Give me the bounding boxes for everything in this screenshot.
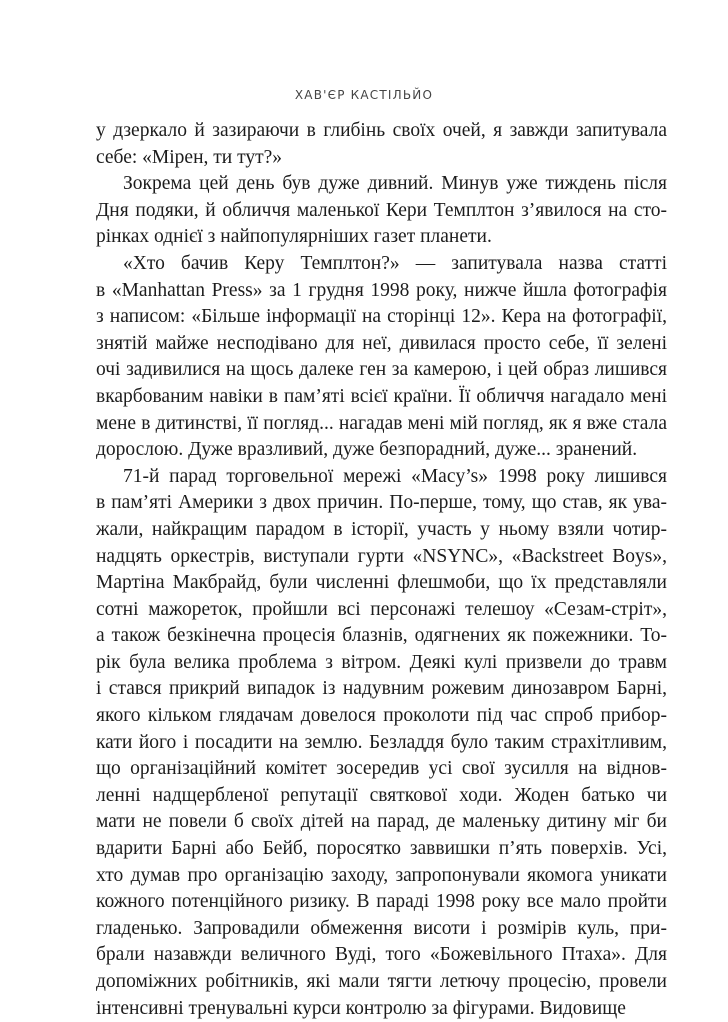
paragraph <box>96 118 667 171</box>
text-line: кати його і посадити на землю. Безладдя було таким страхітливим, <box>96 731 667 753</box>
text-line: в «Manhattan Press» за 1 грудня 1998 року, нижче йшла фотографія <box>96 279 667 301</box>
text-line: вдарити Барні або Бейб, поросятко заввишки п’ять поверхів. Усі, <box>96 838 667 860</box>
text-line: з написом: «Більше інформації на сторінці 12». Кера на фотографії, <box>96 306 667 328</box>
text-line: вкарбованим навіки в пам’яті всієї країни. Її обличчя нагадало мені <box>96 385 667 407</box>
text-line: в пам’яті Америки з двох причин. По-перше, тому, що став, як ува- <box>96 492 667 514</box>
text-line: рінках однієї з найпопулярніших газет планети. <box>96 226 492 248</box>
text-line: ленні надщербленої репутації святкової ходи. Жоден батько чи <box>96 784 667 806</box>
text-line: Зокрема цей день був дуже дивний. Минув уже тиждень після <box>123 173 667 195</box>
text-line: сотні мажореток, пройшли всі персонажі телешоу «Сезам-стріт», <box>96 598 667 620</box>
text-line: Мартіна Макбрайд, були численні флешмоби, що їх представляли <box>96 572 667 594</box>
paragraph <box>96 464 667 1022</box>
paragraph <box>96 251 667 464</box>
text-line: допоміжних робітників, які мали тягти летючу процесію, провели <box>96 971 667 992</box>
text-line: Дня подяки, й обличчя маленької Кери Темплтон з’явилося на сто- <box>96 199 667 221</box>
text-line: мати не повели б своїх дітей на парад, де маленьку дитину міг би <box>96 811 667 833</box>
text-line: хто думав про організацію заходу, запропонували якомога уникати <box>96 864 667 886</box>
text-line: інтенсивні тренувальні курси контролю за фігурами. Видовище <box>96 997 626 1019</box>
text-line: якого кільком глядачам довелося проколоти під час спроб прибор- <box>96 705 667 727</box>
text-line: що організаційний комітет зосередив усі свої зусилля на віднов- <box>96 758 667 780</box>
text-line: «Хто бачив Керу Темплтон?» — запитувала назва статті <box>123 252 667 274</box>
text-line: надцять оркестрів, виступали гурти «NSYNC», «Backstreet Boys», <box>96 545 667 567</box>
running-head-author: ХАВ'ЄР КАСТІЛЬЙО <box>294 88 434 102</box>
text-line: дорослою. Дуже вразливий, дуже безпорадний, дуже... зранений. <box>96 439 638 461</box>
text-line: 71-й парад торговельної мережі «Macy’s» 1998 року лишився <box>123 465 667 487</box>
text-line: жали, найкращим парадом в історії, участь у ньому взяли чотир- <box>96 518 667 540</box>
paragraph <box>96 171 667 251</box>
text-line: себе: «Мірен, ти тут?» <box>96 146 283 168</box>
text-line: знятій майже несподівано для неї, дивилася просто себе, її зелені <box>96 332 667 354</box>
text-line: брали назавжди величного Вуді, того «Божевільного Птаха». Для <box>96 944 667 966</box>
text-line: а також безкінечна процесія блазнів, одягнених як пожежники. То- <box>96 625 667 647</box>
text-line: і стався прикрий випадок із надувним рожевим динозавром Барні, <box>96 678 667 700</box>
text-line: у дзеркало й зазираючи в глибінь своїх очей, я завжди запитувала <box>96 120 667 141</box>
text-line: гладенько. Запровадили обмеження висоти і розмірів куль, при- <box>96 917 667 939</box>
body-text <box>96 118 667 1022</box>
text-line: рік була велика проблема з вітром. Деякі кулі призвели до травм <box>96 651 667 673</box>
text-line: мене в дитинстві, її погляд... нагадав мені мій погляд, як я вже стала <box>96 412 667 434</box>
text-line: очі задивилися на щось далеке ген за камерою, і цей образ лишився <box>96 359 667 381</box>
text-line: кожного потенційного ризику. В параді 1998 року все мало пройти <box>96 891 667 913</box>
